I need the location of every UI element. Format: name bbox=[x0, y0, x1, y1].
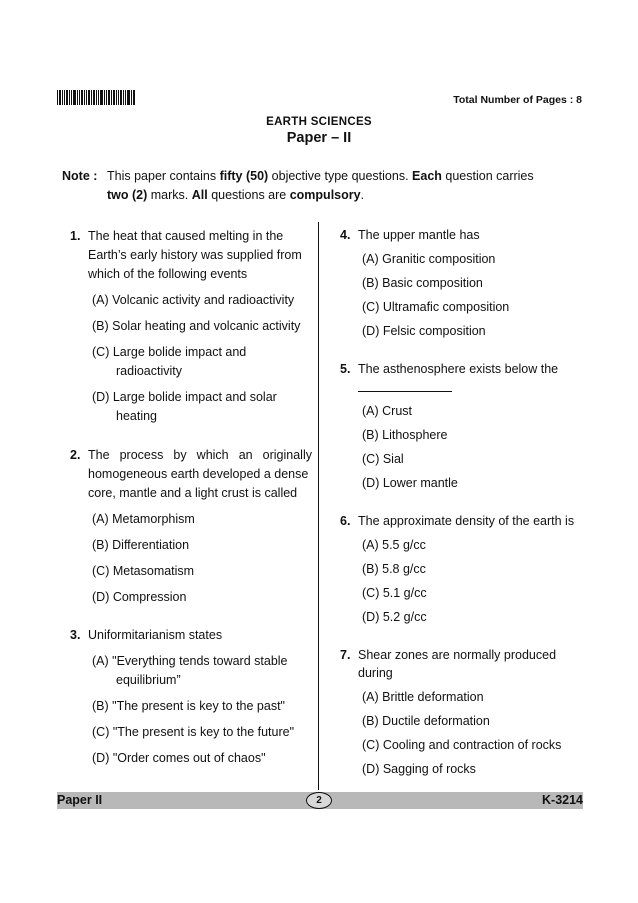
question-6-option-c[interactable]: (C) 5.1 g/cc bbox=[362, 586, 427, 600]
question-5-option-b[interactable]: (B) Lithosphere bbox=[362, 428, 448, 442]
question-1-option-b[interactable]: (B) Solar heating and volcanic activity bbox=[92, 319, 301, 333]
note-text: questions are bbox=[207, 188, 290, 202]
question-2-text-line-2: homogeneous earth developed a dense bbox=[88, 467, 309, 481]
question-7-option-c[interactable]: (C) Cooling and contraction of rocks bbox=[362, 738, 562, 752]
question-5-option-d[interactable]: (D) Lower mantle bbox=[362, 476, 458, 490]
footer-code: K-3214 bbox=[542, 793, 583, 807]
question-2-option-d[interactable]: (D) Compression bbox=[92, 590, 187, 604]
question-2-option-a[interactable]: (A) Metamorphism bbox=[92, 512, 195, 526]
note-emphasis: two (2) bbox=[107, 188, 148, 202]
note-text: . bbox=[360, 188, 365, 202]
question-1-option-d[interactable]: (D) Large bolide impact and solar bbox=[92, 390, 277, 404]
question-2-text-line-1: The process by which an originally bbox=[88, 448, 312, 462]
question-1-option-d-cont: heating bbox=[116, 409, 158, 423]
question-7-number: 7. bbox=[340, 648, 351, 662]
question-1-text-line-2: Earth’s early history was supplied from bbox=[88, 248, 302, 262]
question-2-option-b[interactable]: (B) Differentiation bbox=[92, 538, 190, 552]
note-emphasis: Each bbox=[412, 169, 442, 183]
question-5-text: The asthenosphere exists below the bbox=[358, 362, 559, 376]
question-4-number: 4. bbox=[340, 228, 351, 242]
question-5-number: 5. bbox=[340, 362, 351, 376]
question-6-option-d[interactable]: (D) 5.2 g/cc bbox=[362, 610, 427, 624]
note-text: This paper contains bbox=[107, 169, 220, 183]
question-1-text-line-1: The heat that caused melting in the bbox=[88, 229, 284, 243]
question-5-option-a[interactable]: (A) Crust bbox=[362, 404, 412, 418]
paper-title: Paper – II bbox=[286, 130, 352, 146]
note-label: Note : bbox=[62, 169, 98, 183]
question-7-text-line-1: Shear zones are normally produced bbox=[358, 648, 557, 662]
footer-paper-label: Paper II bbox=[57, 793, 103, 807]
question-7-option-b[interactable]: (B) Ductile deformation bbox=[362, 714, 490, 728]
question-4-option-c[interactable]: (C) Ultramafic composition bbox=[362, 300, 510, 314]
question-3-option-d[interactable]: (D) "Order comes out of chaos" bbox=[92, 751, 266, 765]
question-6-number: 6. bbox=[340, 514, 351, 528]
question-7-text-line-2: during bbox=[358, 666, 393, 680]
note-emphasis: compulsory bbox=[289, 188, 361, 202]
question-1-option-c-cont: radioactivity bbox=[116, 364, 182, 378]
footer-bar bbox=[57, 792, 583, 809]
question-5-option-c[interactable]: (C) Sial bbox=[362, 452, 404, 466]
note-text: marks. bbox=[147, 188, 192, 202]
question-1-option-a[interactable]: (A) Volcanic activity and radioactivity bbox=[92, 293, 295, 307]
question-4-option-a[interactable]: (A) Granitic composition bbox=[362, 252, 496, 266]
total-pages: Total Number of Pages : 8 bbox=[453, 94, 582, 106]
page-number-badge: 2 bbox=[306, 792, 332, 809]
question-7-option-a[interactable]: (A) Brittle deformation bbox=[362, 690, 484, 704]
question-1-option-c[interactable]: (C) Large bolide impact and bbox=[92, 345, 247, 359]
question-2-option-c[interactable]: (C) Metasomatism bbox=[92, 564, 195, 578]
question-2-text-line-3: core, mantle and a light crust is called bbox=[88, 486, 298, 500]
question-3-option-b[interactable]: (B) "The present is key to the past" bbox=[92, 699, 285, 713]
question-6-text: The approximate density of the earth is bbox=[358, 514, 575, 528]
question-2-number: 2. bbox=[70, 448, 81, 462]
question-3-number: 3. bbox=[70, 628, 81, 642]
question-1-number: 1. bbox=[70, 229, 81, 243]
question-3-text: Uniformitarianism states bbox=[88, 628, 223, 642]
question-3-option-a[interactable]: (A) "Everything tends toward stable bbox=[92, 654, 288, 668]
question-6-option-a[interactable]: (A) 5.5 g/cc bbox=[362, 538, 426, 552]
question-1-text-line-3: which of the following events bbox=[88, 267, 248, 281]
question-3-option-a-cont: equilibrium” bbox=[116, 673, 181, 687]
question-4-text: The upper mantle has bbox=[358, 228, 480, 242]
note-text: objective type questions. bbox=[268, 169, 413, 183]
note-text: question carries bbox=[441, 169, 534, 183]
question-4-option-d[interactable]: (D) Felsic composition bbox=[362, 324, 486, 338]
subject-title: EARTH SCIENCES bbox=[266, 116, 372, 128]
answer-blank bbox=[358, 391, 452, 392]
note-emphasis: fifty (50) bbox=[219, 169, 269, 183]
question-7-option-d[interactable]: (D) Sagging of rocks bbox=[362, 762, 476, 776]
question-6-option-b[interactable]: (B) 5.8 g/cc bbox=[362, 562, 426, 576]
question-3-option-c[interactable]: (C) "The present is key to the future" bbox=[92, 725, 295, 739]
question-4-option-b[interactable]: (B) Basic composition bbox=[362, 276, 483, 290]
note-emphasis: All bbox=[191, 188, 208, 202]
